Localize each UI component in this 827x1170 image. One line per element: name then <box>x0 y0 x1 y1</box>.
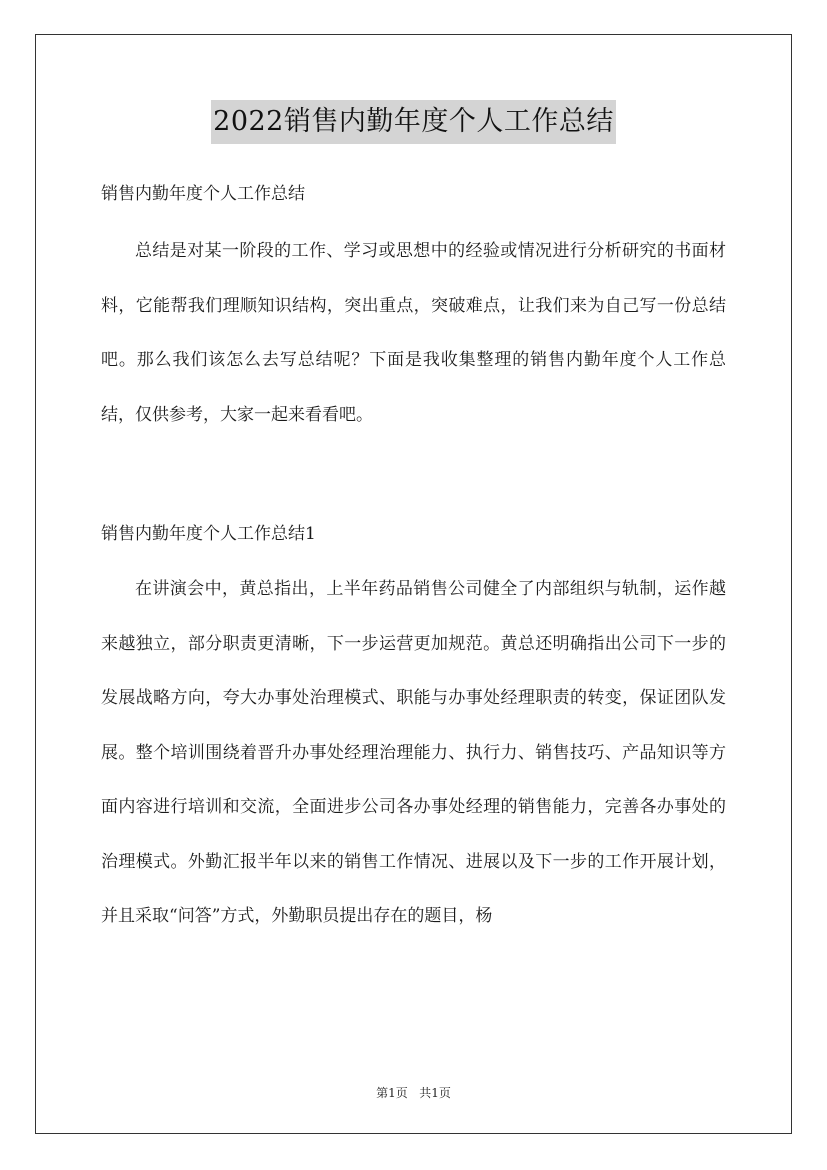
document-title: 2022销售内勤年度个人工作总结 <box>211 100 616 144</box>
section-1-paragraph: 在讲演会中，黄总指出，上半年药品销售公司健全了内部组织与轨制，运作越来越独立，部分职责更清晰，下一步运营更加规范。黄总还明确指出公司下一步的发展战略方向，夸大办事处治理模式、职能与办事处经理职责的转变，保证团队发展。整个培训围绕着晋升办事处经理治理能力、执行力、销售技巧、产品知识等方面内容进行培训和交流，全面进步公司各办事处经理的销售能力，完善各办事处的治理模式。外勤汇报半年以来的销售工作情况、进展以及下一步的工作开展计划，并且采取“问答”方式，外勤职员提出存在的题目，杨 <box>101 579 726 926</box>
page-footer <box>0 1084 827 1101</box>
page-total: 共1页 <box>419 1086 451 1100</box>
section-1-heading: 销售内勤年度个人工作总结1 <box>101 524 316 544</box>
footer-separator <box>408 1086 419 1100</box>
document-body <box>101 174 726 944</box>
section-spacer <box>101 442 726 514</box>
intro-paragraph: 总结是对某一阶段的工作、学习或思想中的经验或情况进行分析研究的书面材料，它能帮我们理顺知识结构，突出重点，突破难点，让我们来为自己写一份总结吧。那么我们该怎么去写总结呢？下面是我收集整理的销售内勤年度个人工作总结，仅供参考，大家一起来看看吧。 <box>101 241 726 425</box>
page-number: 第1页 <box>376 1086 408 1100</box>
intro-heading: 销售内勤年度个人工作总结 <box>101 184 305 204</box>
title-container <box>0 100 827 144</box>
